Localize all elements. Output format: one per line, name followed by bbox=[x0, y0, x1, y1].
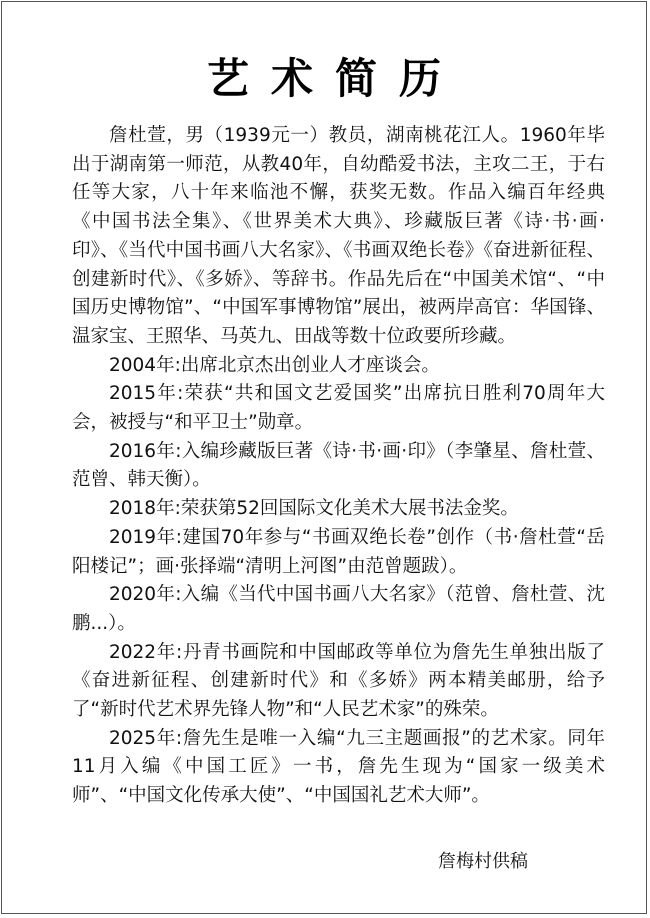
paragraph-2016: 2016年:入编珍藏版巨著《诗·书·画·印》（李肇星、詹杜萱、范曾、韩天衡）。 bbox=[72, 440, 605, 491]
paragraph-2004: 2004年:出席北京杰出创业人才座谈会。 bbox=[109, 354, 440, 376]
paragraph-2025: 2025年:詹先生是唯一入编“九三主题画报”的艺术家。同年11月入编《中国工匠》一书，詹先生现为“国家一级美术师”、“中国文化传承大使”、“中国国礼艺术大师”。 bbox=[72, 727, 605, 807]
page-title: 艺术简历 bbox=[206, 54, 463, 103]
paragraph-2018: 2018年:荣获第52回国际文化美术大展书法金奖。 bbox=[109, 498, 519, 520]
biography-body bbox=[72, 122, 605, 811]
paragraph-2019: 2019年:建国70年参与“书画双绝长卷”创作（书·詹杜萱“岳阳楼记”；画·张择端“清明上河图”由范曾题跋）。 bbox=[72, 526, 605, 577]
paragraph-2020: 2020年:入编《当代中国书画八大名家》（范曾、詹杜萱、沈鹏...）。 bbox=[72, 584, 605, 634]
paragraph-2022: 2022年:丹青书画院和中国邮政等单位为詹先生单独出版了《奋进新征程、创建新时代》和《多娇》两本精美邮册，给予了“新时代艺术界先锋人物”和“人民艺术家”的殊荣。 bbox=[72, 641, 605, 721]
document-page bbox=[1, 1, 647, 914]
paragraph-intro: 詹杜萱，男（1939元一）教员，湖南桃花江人。1960年毕出于湖南第一师范，从教40年，自幼酷爱书法，主攻二王，于右任等大家，八十年来临池不懈，获奖无数。作品入编百年经典《中国书法全集》、《世界美术大典》、珍藏版巨著《诗·书·画·印》、《当代中国书画八大名家》、《书画双绝长卷》《奋进新征程、创建新时代》、《多娇》、等辞书。作品先后在“中国美术馆“、“中国历史博物馆”、“中国军事博物馆”展出，被两岸高官：华国锋、温家宝、王照华、马英九、田战等数十位政要所珍藏。 bbox=[72, 125, 605, 347]
signature: 詹梅村供稿 bbox=[438, 851, 528, 872]
paragraph-2015: 2015年:荣获“共和国文艺爱国奖”出席抗日胜利70周年大会，被授与“和平卫士”勋章。 bbox=[72, 383, 605, 434]
